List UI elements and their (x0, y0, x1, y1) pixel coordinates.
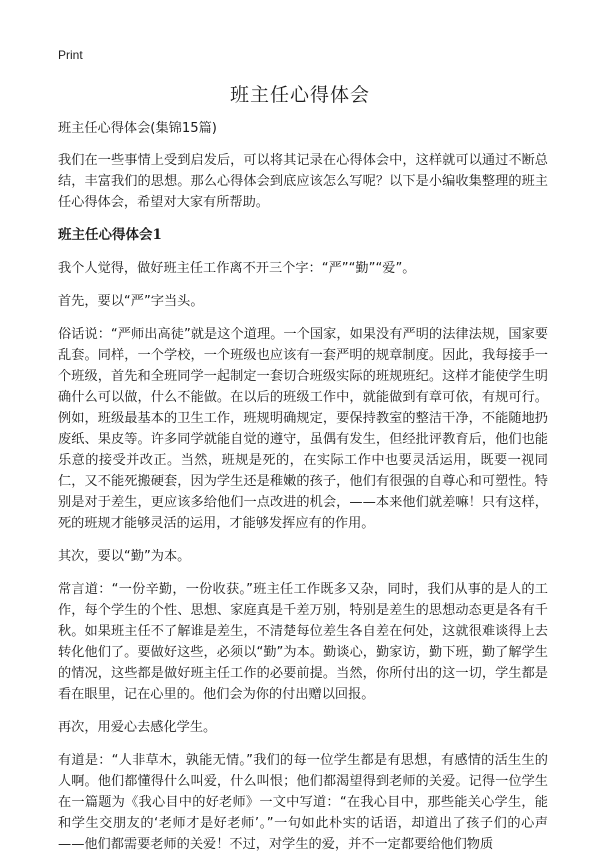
body-paragraph: 我个人觉得，做好班主任工作离不开三个字：“严”“勤”“爱”。 (58, 261, 416, 276)
document-body (58, 118, 548, 867)
body-paragraph: 常言道：“一份辛勤，一份收获。”班主任工作既多又杂，同时，我们从事的是人的工作，每个学生的个性、思想、家庭真是千差万别，特别是差生的思想动态更是各有千秋。如果班主任不了解谁是差生，不清楚每位差生各自差在何处，这就很难谈得上去转化他们了。要做好这些，必须以“勤”为本。勤谈心，勤家访，勤下班，勤了解学生的情况，这些都是做好班主任工作的必要前提。当然，你所付出的这一切，学生都是看在眼里，记在心里的。他们会为你的付出赠以回报。 (58, 582, 548, 702)
body-paragraph: 俗话说：“严师出高徒”就是这个道理。一个国家，如果没有严明的法律法规，国家要乱套。同样，一个学校，一个班级也应该有一套严明的规章制度。因此，我每接手一个班级，首先和全班同学一起制定一套切合班级实际的班规班纪。这样才能使学生明确什么可以做，什么不能做。在以后的班级工作中，就能做到有章可依，有规可行。例如，班级最基本的卫生工作，班规明确规定，要保持教室的整洁干净，不能随地扔废纸、果皮等。许多同学就能自觉的遵守，虽偶有发生，但经批评教育后，他们也能乐意的接受并改正。当然，班规是死的，在实际工作中也要灵活运用，既要一视同仁，又不能死搬硬套，因为学生还是稚嫩的孩子，他们有很强的自尊心和可塑性。特别是对于差生，更应该多给他们一点改进的机会，——本来他们就差嘛！只有这样，死的班规才能够灵活的运用，才能够发挥应有的作用。 (58, 327, 548, 531)
document-subtitle: 班主任心得体会(集锦15篇) (58, 121, 217, 136)
body-paragraph: 再次，用爱心去感化学生。 (58, 720, 217, 735)
section-heading: 班主任心得体会1 (58, 227, 162, 243)
body-paragraph: 其次，要以“勤”为本。 (58, 549, 191, 564)
body-paragraph: 有道是：“人非草木，孰能无情。”我们的每一位学生都是有思想，有感情的活生生的人啊。他们都懂得什么叫爱，什么叫恨；他们都渴望得到老师的关爱。记得一位学生在一篇题为《我心目中的好老师》一文中写道：“在我心目中，那些能关心学生，能和学生交朋友的‘老师才是好老师’。”一句如此朴实的话语，却道出了孩子们的心声——他们都需要老师的关爱！不过，对学生的爱，并不一定都要给他们物质 (58, 753, 548, 852)
print-link[interactable]: Print (58, 48, 83, 62)
intro-paragraph: 我们在一些事情上受到启发后，可以将其记录在心得体会中，这样就可以通过不断总结，丰富我们的思想。那么心得体会到底应该怎么写呢？以下是小编收集整理的班主任心得体会，希望对大家有所帮助。 (58, 153, 548, 210)
page-title: 班主任心得体会 (229, 84, 370, 106)
body-paragraph: 首先，要以“严”字当头。 (58, 294, 204, 309)
